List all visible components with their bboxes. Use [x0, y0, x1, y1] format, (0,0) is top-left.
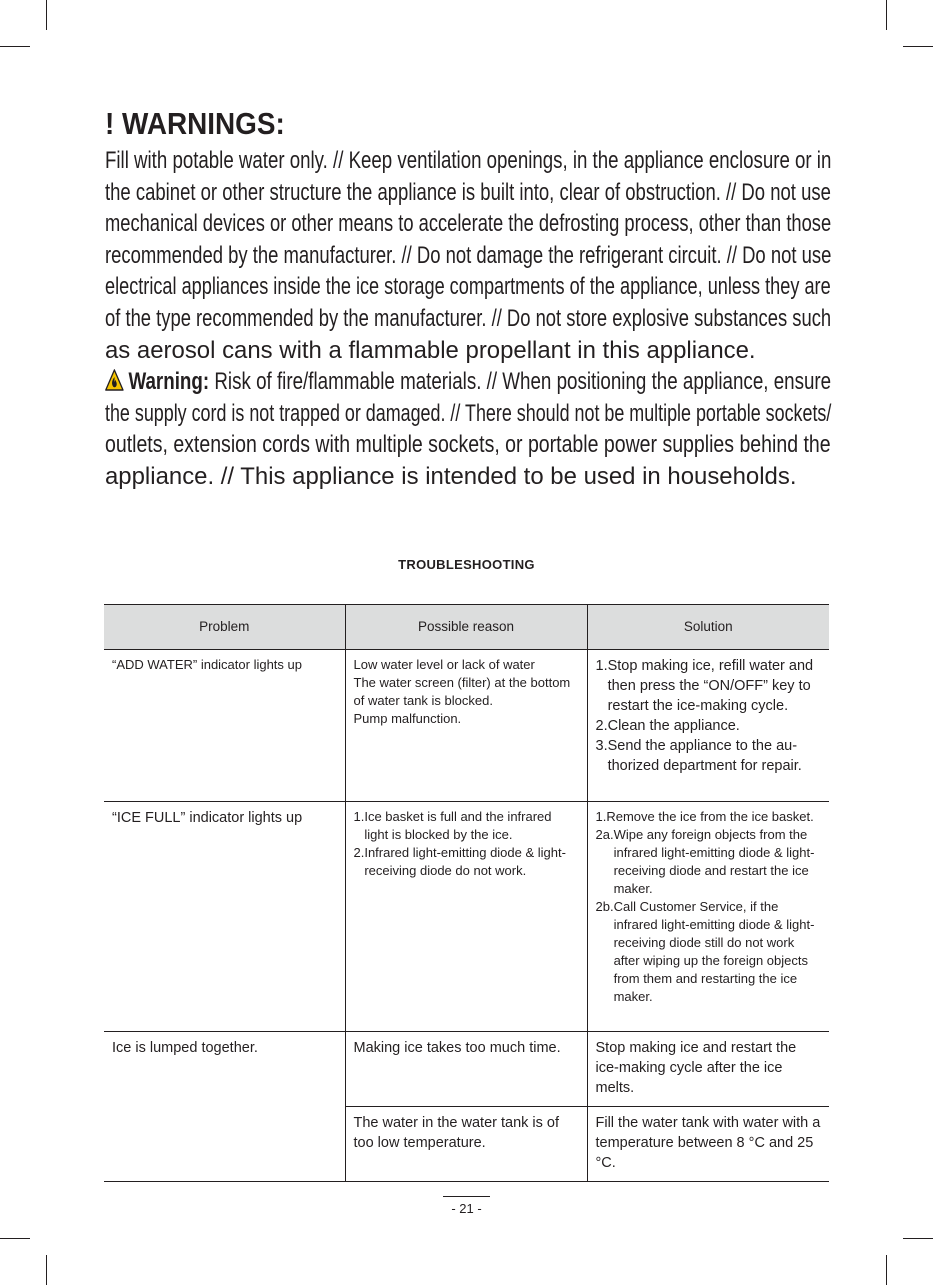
crop-mark [0, 1238, 30, 1239]
solution-item: 1. Remove the ice from the ice basket. [595, 809, 814, 824]
reason-item: 2. Infrared light-emitting diode & light-receiving diode do not work. [353, 845, 566, 878]
warning-line: electrical appliances inside the ice storage compartments of the appliance, unless they are [105, 273, 831, 301]
fire-warning-line [105, 366, 832, 398]
reason-item: Low water level or lack of water [353, 657, 535, 672]
warning-line: recommended by the manufacturer. // Do not damage the refrigerant circuit. // Do not use [105, 241, 832, 269]
reason-cell [345, 650, 587, 802]
solution-cell: Fill the water tank with water with a temperature between 8 °C and 25 °C. [587, 1107, 829, 1182]
warnings-section [105, 106, 833, 493]
crop-mark [0, 46, 30, 47]
problem-cell: “ICE FULL” indicator lights up [104, 802, 345, 1032]
troubleshooting-table [104, 604, 829, 1182]
solution-cell [587, 802, 829, 1032]
problem-cell: “ADD WATER” indicator lights up [104, 650, 345, 802]
header-problem: Problem [104, 605, 345, 650]
solution-item: 1. Stop making ice, refill water and then press the “ON/OFF” key to restart the ice-making cycle. [595, 658, 814, 714]
fire-warning-text: Risk of fire/flammable materials. // When positioning the appliance, ensure [209, 368, 832, 396]
warning-line: outlets, extension cords with multiple sockets, or portable power supplies behind the [105, 431, 831, 459]
crop-mark [46, 0, 47, 30]
fire-warning-label: Warning: [128, 368, 210, 396]
crop-mark [46, 1255, 47, 1285]
troubleshooting-title: TROUBLESHOOTING [398, 557, 535, 572]
solution-item: 2. Clean the appliance. [595, 718, 740, 734]
solution-item: 3. Send the appliance to the au-thorized department for repair. [595, 738, 802, 774]
warning-line: the cabinet or other structure the appliance is built into, clear of obstruction. // Do not use [105, 178, 831, 206]
page-number: - 21 - [443, 1196, 490, 1216]
solution-item: 2a. Wipe any foreign objects from the infrared light-emitting diode & light-receiving diode and restart the ice maker. [595, 827, 815, 896]
solution-cell [587, 650, 829, 802]
crop-mark [886, 1255, 887, 1285]
table-row [104, 650, 829, 802]
table-row [104, 1032, 829, 1107]
warning-line: mechanical devices or other means to accelerate the defrosting process, other than those [105, 210, 832, 238]
crop-mark [903, 46, 933, 47]
reason-item: Pump malfunction. [353, 711, 462, 726]
reason-item: The water screen (filter) at the bottom of water tank is blocked. [353, 675, 571, 708]
crop-mark [886, 0, 887, 30]
warning-line: Fill with potable water only. // Keep ventilation openings, in the appliance enclosure or in [105, 147, 832, 174]
reason-item: 1. Ice basket is full and the infrared light is blocked by the ice. [353, 809, 552, 842]
crop-mark [903, 1238, 933, 1239]
warning-line: of the type recommended by the manufacturer. // Do not store explosive substances such [105, 304, 832, 332]
reason-cell [345, 802, 587, 1032]
warning-line: appliance. // This appliance is intended to be used in households. [105, 462, 797, 490]
reason-cell: Making ice takes too much time. [345, 1032, 587, 1107]
warnings-title: ! WARNINGS: [105, 106, 285, 141]
header-possible-reason: Possible reason [345, 605, 587, 650]
table-header-row [104, 605, 829, 650]
table-row [104, 802, 829, 1032]
warning-line: as aerosol cans with a flammable propellant in this appliance. [105, 336, 756, 364]
reason-cell: The water in the water tank is of too low temperature. [345, 1107, 587, 1182]
solution-item: 2b. Call Customer Service, if the infrared light-emitting diode & light-receiving diode still do not work after wiping up the foreign objects from them and restarting the ice maker. [595, 899, 815, 1004]
flammable-warning-icon [105, 368, 124, 390]
header-solution: Solution [587, 605, 829, 650]
warning-line: the supply cord is not trapped or damaged. // There should not be multiple portable sockets/ [105, 399, 832, 427]
problem-cell: Ice is lumped together. [104, 1032, 345, 1182]
solution-cell: Stop making ice and restart the ice-making cycle after the ice melts. [587, 1032, 829, 1107]
